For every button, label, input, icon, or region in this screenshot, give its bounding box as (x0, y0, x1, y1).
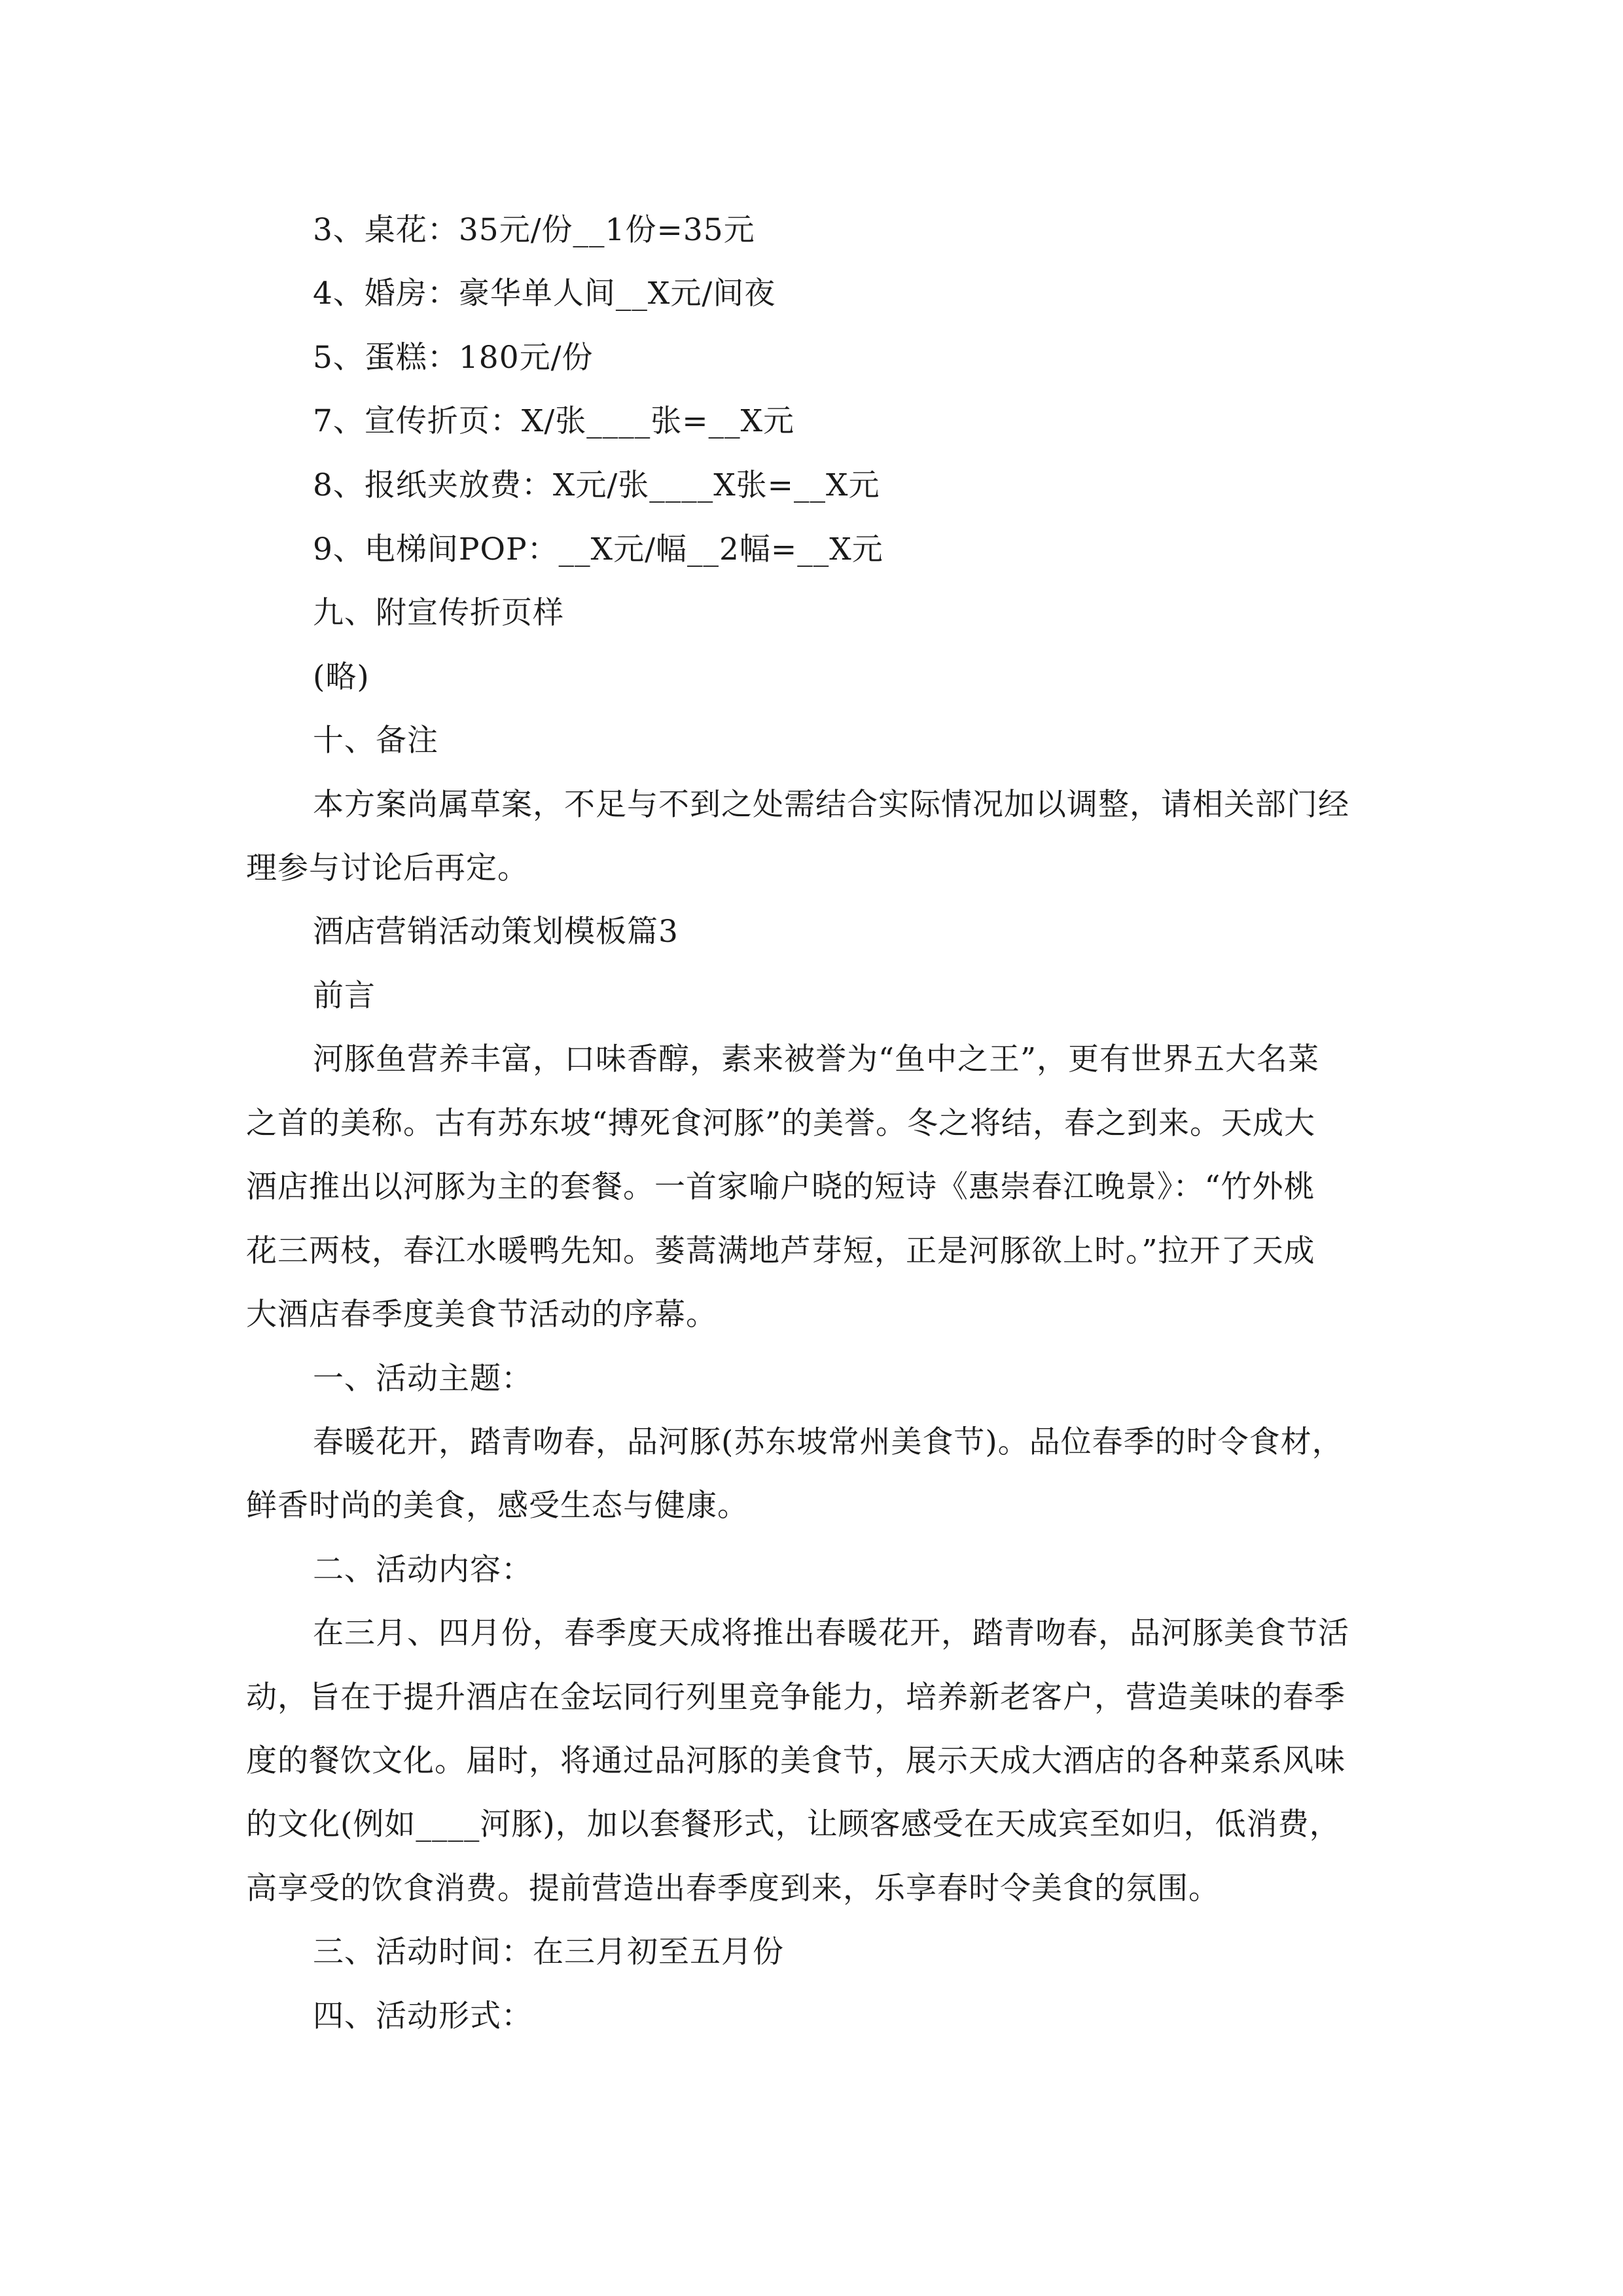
price-item-cake: 5、蛋糕：180元/份 (313, 340, 594, 376)
content-paragraph-line: 度的餐饮文化。届时，将通过品河豚的美食节，展示天成大酒店的各种菜系风味 (246, 1743, 1346, 1779)
article-title: 酒店营销活动策划模板篇3 (313, 914, 679, 950)
content-paragraph-line: 动，旨在于提升酒店在金坛同行列里竞争能力，培养新老客户，营造美味的春季 (246, 1679, 1346, 1715)
preface-paragraph-line: 酒店推出以河豚为主的套餐。一首家喻户晓的短诗《惠崇春江晚景》：“竹外桃 (246, 1169, 1315, 1205)
preface-heading: 前言 (313, 978, 376, 1014)
preface-paragraph-line: 河豚鱼营养丰富，口味香醇，素来被誉为“鱼中之王”，更有世界五大名菜 (313, 1041, 1320, 1077)
section-heading-theme: 一、活动主题： (313, 1361, 533, 1397)
section-heading-ten: 十、备注 (313, 723, 438, 759)
preface-paragraph-line: 之首的美称。古有苏东坡“搏死食河豚”的美誉。冬之将结，春之到来。天成大 (246, 1105, 1316, 1141)
preface-paragraph-line: 大酒店春季度美食节活动的序幕。 (246, 1297, 717, 1333)
theme-paragraph-line: 鲜香时尚的美食，感受生态与健康。 (246, 1488, 749, 1524)
price-item-table-flower: 3、桌花：35元/份__1份=35元 (313, 212, 755, 248)
preface-paragraph-line: 花三两枝，春江水暖鸭先知。蒌蒿满地芦芽短，正是河豚欲上时。”拉开了天成 (246, 1233, 1315, 1269)
section-heading-format: 四、活动形式： (313, 1998, 533, 2034)
section-heading-time: 三、活动时间：在三月初至五月份 (313, 1934, 784, 1970)
content-paragraph-line: 高享受的饮食消费。提前营造出春季度到来，乐享春时令美食的氛围。 (246, 1871, 1220, 1907)
content-paragraph-line: 在三月、四月份，春季度天成将推出春暖花开，踏青吻春，品河豚美食节活 (313, 1615, 1349, 1651)
section-heading-nine: 九、附宣传折页样 (313, 595, 564, 631)
remark-paragraph-line: 本方案尚属草案，不足与不到之处需结合实际情况加以调整，请相关部门经 (313, 787, 1349, 823)
content-paragraph-line: 的文化(例如____河豚)，加以套餐形式，让顾客感受在天成宾至如归，低消费， (246, 1806, 1341, 1842)
omitted-note: (略) (313, 659, 370, 695)
price-item-newspaper-insert: 8、报纸夹放费：X元/张____X张=__X元 (313, 467, 880, 503)
price-item-wedding-room: 4、婚房：豪华单人间__X元/间夜 (313, 276, 776, 312)
theme-paragraph-line: 春暖花开，踏青吻春，品河豚(苏东坡常州美食节)。品位春季的时令食材， (313, 1424, 1344, 1460)
remark-paragraph-line: 理参与讨论后再定。 (246, 850, 529, 886)
price-item-brochure: 7、宣传折页：X/张____张=__X元 (313, 403, 795, 439)
section-heading-content: 二、活动内容： (313, 1552, 533, 1588)
price-item-elevator-pop: 9、电梯间POP：__X元/幅__2幅=__X元 (313, 531, 883, 567)
